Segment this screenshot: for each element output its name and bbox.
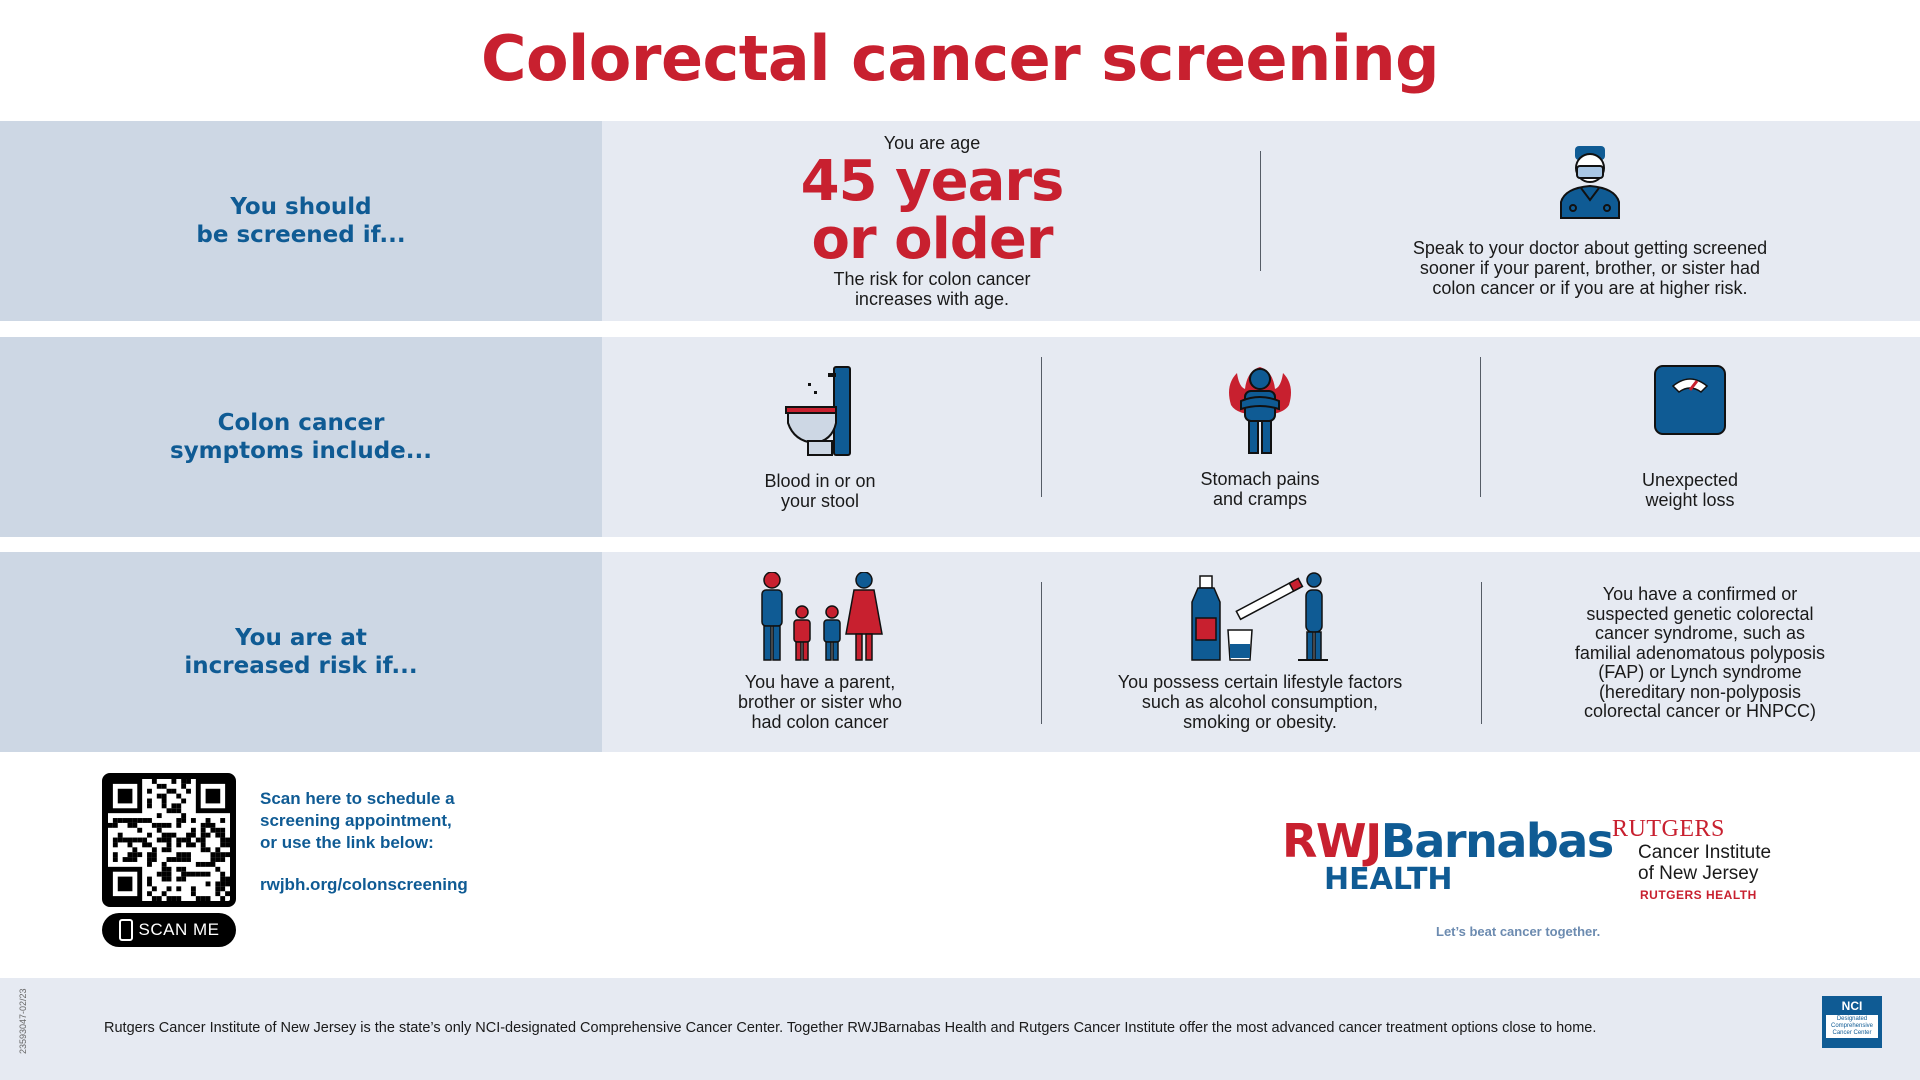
screening-link[interactable]: rwjbh.org/colonscreening [260, 875, 468, 894]
stomach-pain-icon [1223, 365, 1297, 455]
tagline: Let’s beat cancer together. [1436, 924, 1601, 939]
divider [1480, 357, 1481, 497]
screening-criteria-row [0, 121, 1920, 321]
divider [1041, 357, 1042, 497]
scale-icon [1653, 364, 1727, 436]
age-value: 45 years or older [800, 149, 1064, 272]
row-heading: You should be screened if... [0, 121, 602, 321]
divider [1041, 582, 1042, 724]
rwjbarnabas-logo: RWJBarnabas [1282, 814, 1613, 868]
row-heading: Colon cancer symptoms include... [0, 337, 602, 537]
age-criterion [752, 121, 1112, 321]
phone-icon [119, 919, 133, 941]
scan-me-badge: SCAN ME [102, 913, 236, 947]
cinj-name: Cancer Institute of New Jersey [1638, 842, 1772, 884]
family-icon [750, 572, 890, 662]
scan-instructions: Scan here to schedule a screening appointment, or use the link below: [260, 789, 455, 852]
health-wordmark: HEALTH [1324, 862, 1453, 897]
qr-code[interactable] [102, 773, 236, 907]
symptom-item [1130, 337, 1390, 537]
increased-risk-row [0, 552, 1920, 752]
rutgers-health-wordmark: RUTGERS HEALTH [1640, 888, 1757, 902]
row-heading: You are at increased risk if... [0, 552, 602, 752]
toilet-icon [784, 363, 856, 459]
symptom-label: Stomach pains and cramps [1200, 469, 1320, 509]
symptom-label: Unexpected weight loss [1641, 470, 1739, 510]
risk-item [1530, 552, 1870, 752]
risk-label: You possess certain lifestyle factors such as alcohol consumption, smoking or obesity. [1117, 672, 1403, 732]
lifestyle-icon [1190, 572, 1330, 662]
risk-label: You have a confirmed or suspected genetic colorectal cancer syndrome, such as familial adenomatous polyposis (FAP) or Lynch syndrome (hereditary non-polyposis colorectal cancer or HNPCC) [1574, 584, 1826, 721]
document-code: 23593047-02/23 [18, 988, 28, 1054]
symptom-item [690, 337, 950, 537]
qr-code-pattern [108, 779, 230, 901]
risk-label: You have a parent, brother or sister who had colon cancer [737, 672, 903, 732]
footer-text: Rutgers Cancer Institute of New Jersey is the state’s only NCI-designated Comprehensive Cancer Center. Together RWJBarnabas Health and Rutgers Cancer Institute offer the most advanced cancer treatment options close to home. [104, 1020, 1597, 1036]
page-title: Colorectal cancer screening [480, 22, 1440, 95]
divider [1260, 151, 1261, 271]
risk-item [1090, 552, 1430, 752]
age-note: The risk for colon cancer increases with age. [833, 269, 1031, 309]
doctor-text: Speak to your doctor about getting screened sooner if your parent, brother, or sister had colon cancer or if you are at higher risk. [1412, 238, 1768, 298]
symptom-item [1560, 337, 1820, 537]
doctor-icon [1557, 144, 1623, 220]
symptom-label: Blood in or on your stool [764, 471, 876, 511]
footer [0, 978, 1920, 1080]
rutgers-logo: RUTGERS [1612, 816, 1725, 842]
nci-badge: NCI Designated Comprehensive Cancer Center [1822, 996, 1882, 1048]
risk-item [690, 552, 950, 752]
divider [1481, 582, 1482, 724]
doctor-advice [1360, 121, 1820, 321]
age-intro: You are age [883, 133, 981, 153]
symptoms-row [0, 337, 1920, 537]
